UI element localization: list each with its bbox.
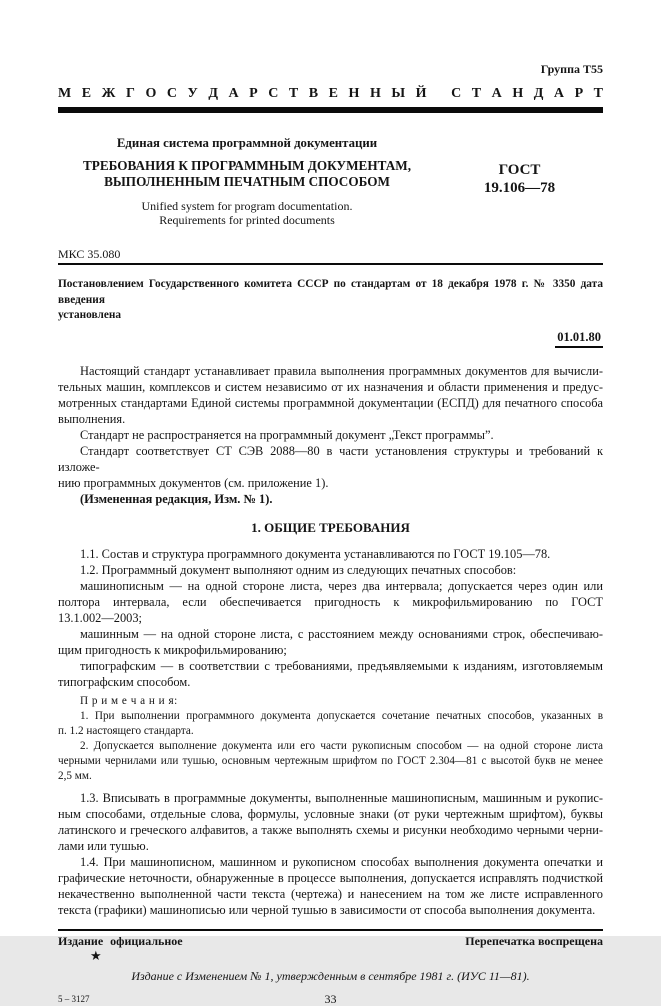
page-number: 33 [324,992,337,1006]
effective-date: 01.01.80 [555,330,603,348]
notes-heading: П р и м е ч а н и я: [80,694,178,707]
mks-divider-rule [58,263,603,265]
star-icon: ★ [90,948,102,963]
section-1-heading: 1. ОБЩИЕ ТРЕБОВАНИЯ [251,519,410,535]
group-label: Группа Т55 [540,62,603,76]
gost-designation [436,161,603,197]
intro-paragraph-1: Настоящий стандарт устанавливает правила выполнения программных документов для вычисли- тельных машин, комплексов и систем независимо от их назначения и области применения и предус- мотренных стандартами Единой системы программной документации (ЕСПД) для печатного способа выполнения. [58,363,603,426]
clause-1-2-item-machine: машинным — на одной стороне листа, с расстоянием между основаниями строк, обеспечиваю- щим пригодность к микрофильмированию; [58,626,603,657]
document-title-en-line2: Requirements for printed documents [159,213,335,227]
clause-1-2-item-typographic: типографским — в соответствии с требованиями, предъявляемыми к изданиям, изготовляемым типографским способом. [58,658,603,689]
gost-label: ГОСТ [498,161,541,178]
intro-paragraph-2: Стандарт не распространяется на программный документ „Текст программы”. [80,427,494,442]
clause-1-4: 1.4. При машинописном, машинном и рукописном способах выполнения документа опечатки и графические неточности, обнаруженные в процессе выполнения, допускается исправлять подчисткой некачественно выполненной части текста (чертежа) и нанесением на том же листе исправленного текста (графики) машинописью или черной тушью в зависимости от способа выполнения документа. [58,854,603,917]
print-order-number: 5 – 3127 [58,994,90,1004]
clause-1-2: 1.2. Программный документ выполняют одним из следующих печатных способов: [80,562,517,577]
reprint-prohibited-label: Перепечатка воспрещена [465,934,603,948]
document-title-line2: ВЫПОЛНЕННЫМ ПЕЧАТНЫМ СПОСОБОМ [104,174,390,189]
clause-1-3: 1.3. Вписывать в программные документы, выполненные машинописным, машинным и рукопис- ным способами, отдельные слова, формулы, условные знаки (от руки чертежным шрифтом), буквы латинского и греческого алфавитов, а также выполнять схемы и рисунки необходимо черными черни- лами или тушью. [58,790,603,853]
document-title-line1: ТРЕБОВАНИЯ К ПРОГРАММНЫМ ДОКУМЕНТАМ, [82,158,412,173]
document-title-en-line1: Unified system for program documentation. [141,199,353,213]
footer-row [58,934,603,949]
system-name: Единая система программной документации [116,136,378,150]
document-title-english [58,199,436,227]
footer-divider-rule [58,929,603,932]
gost-number: 19.106—78 [483,179,556,196]
notes-block [58,694,603,784]
amendment-note: (Измененная редакция, Изм. № 1). [80,491,273,506]
edition-note: Издание с Изменением № 1, утвержденным в сентябре 1981 г. (ИУС 11—81). [131,969,530,983]
intro-paragraph-3: Стандарт соответствует СТ СЭВ 2088—80 в части установления структуры и требований к изложе- нию программных документов (см. приложение 1). [58,443,603,490]
note-1: 1. При выполнении программного документа допускается сочетание печатных способов, указанных в п. 1.2 настоящего стандарта. [58,709,603,737]
effective-date-row [58,328,603,348]
decree-paragraph: Постановлением Государственного комитета СССР по стандартам от 18 декабря 1978 г. № 3350 дата введения установлена [58,278,603,321]
note-2: 2. Допускается выполнение документа или его части рукописным способом — на одной стороне листа черными чернилами или тушью, основным чертежным шрифтом по ГОСТ 2.304—81 с высотой букв не менее 2,5 мм. [58,739,603,782]
clause-1-1: 1.1. Состав и структура программного документа устанавливаются по ГОСТ 19.105—78. [80,546,551,561]
page-content [58,0,603,1006]
header-divider-bar [58,107,603,113]
mks-code: МКС 35.080 [58,247,121,261]
official-edition-label: Издание официальное [58,934,183,948]
title-block [58,136,603,227]
bottom-row [58,992,603,1006]
clause-1-2-item-typewritten: машинописным — на одной стороне листа, через два интервала; допускается через один или полтора интервала, если обеспечивается пригодность к микрофильмированию по ГОСТ 13.1.002—2003; [58,578,603,625]
title-block-left [58,136,436,227]
standard-type-title: М Е Ж Г О С У Д А Р С Т В Е Н Н Ы Й С Т А Н Д А Р Т [58,86,603,101]
